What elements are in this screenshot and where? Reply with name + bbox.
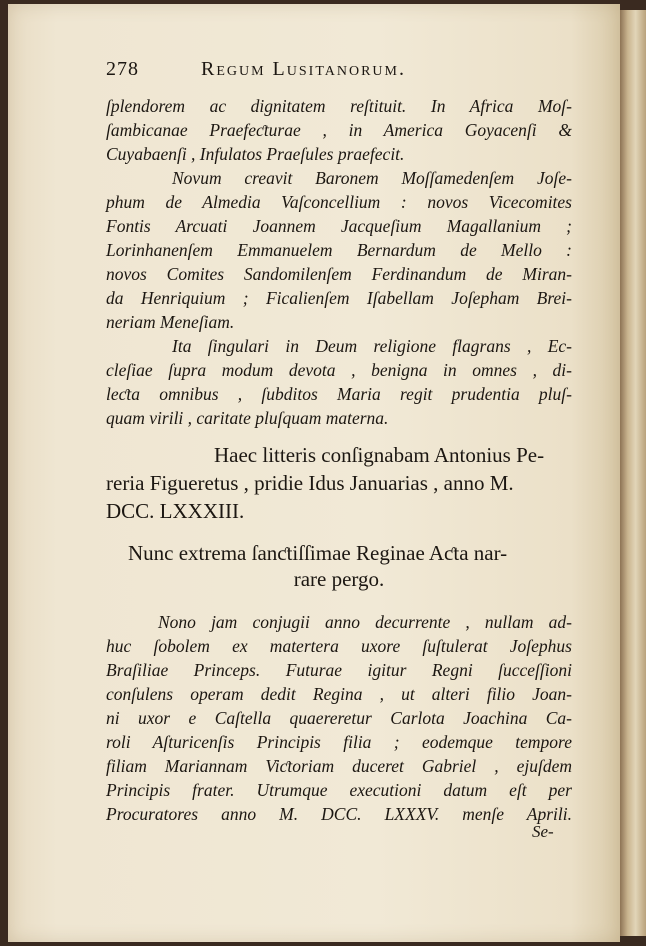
text-line: Lorinhanenſem Emmanuelem Bernardum de Mello : (106, 240, 572, 260)
catchword: Se- (532, 822, 554, 841)
text-line: Principis frater. Utrumque executioni datum eſt per (106, 780, 572, 800)
text-line: roli Aſturicenſis Principis filia ; eodemque tempore (106, 732, 572, 752)
text-line: Ita ſingulari in Deum religione flagrans , Ec- (172, 336, 572, 356)
text-line: quam virili , caritate pluſquam materna. (106, 408, 389, 428)
page-header (106, 58, 572, 88)
note-line: Haec litteris conſignabam Antonius Pe- (214, 443, 545, 467)
text-line: ni uxor e Caſtella quaereretur Carlota Joachina Ca- (106, 708, 572, 728)
text-line: phum de Almedia Vaſconcellium : novos Vicecomites (106, 192, 572, 212)
text-line: Nono jam conjugii anno decurrente , nullam ad- (158, 612, 572, 632)
text-line: Procuratores anno M. DCC. LXXXV. menſe Aprili. (106, 804, 572, 824)
note-line: Nunc extrema ſanƈtiſſimae Reginae Aƈta nar- (128, 541, 508, 565)
text-line: huc ſobolem ex matertera uxore ſuſtulerat Joſephus (106, 636, 572, 656)
text-line: Braſiliae Princeps. Futurae igitur Regni ſucceſſioni (106, 660, 572, 680)
text-line: novos Comites Sandomilenſem Ferdinandum de Miran- (106, 264, 572, 284)
text-line: Novum creavit Baronem Moſſamedenſem Joſe- (172, 168, 572, 188)
text-line: Cuyabaenſi , Infulatos Praeſules praefecit. (106, 144, 405, 164)
text-line: cleſiae ſupra modum devota , benigna in omnes , di- (106, 360, 572, 380)
page-number: 278 (106, 58, 139, 80)
text-line: filiam Mariannam Viƈtoriam duceret Gabriel , ejuſdem (106, 756, 572, 776)
text-line: Fontis Arcuati Joannem Jacqueſium Magallanium ; (106, 216, 572, 236)
text-line: leƈta omnibus , ſubditos Maria regit prudentia pluſ- (106, 384, 572, 404)
text-line: da Henriquium ; Ficalienſem Iſabellam Joſepham Brei- (106, 288, 572, 308)
text-line: neriam Meneſiam. (106, 312, 235, 332)
text-line: ſambicanae Praefeƈturae , in America Goyacenſi & (106, 120, 572, 140)
text-line: conſulens operam dedit Regina , ut alteri filio Joan- (106, 684, 572, 704)
text-line: ſplendorem ac dignitatem reſtituit. In Africa Moſ- (106, 96, 572, 116)
note-line: DCC. LXXXIII. (106, 499, 245, 523)
running-head: Regum Lusitanorum. (201, 58, 406, 80)
page-edge (620, 10, 646, 936)
note-line: reria Figueretus , pridie Idus Januarias , anno M. (106, 471, 514, 495)
note-line: rare pergo. (293, 567, 385, 591)
